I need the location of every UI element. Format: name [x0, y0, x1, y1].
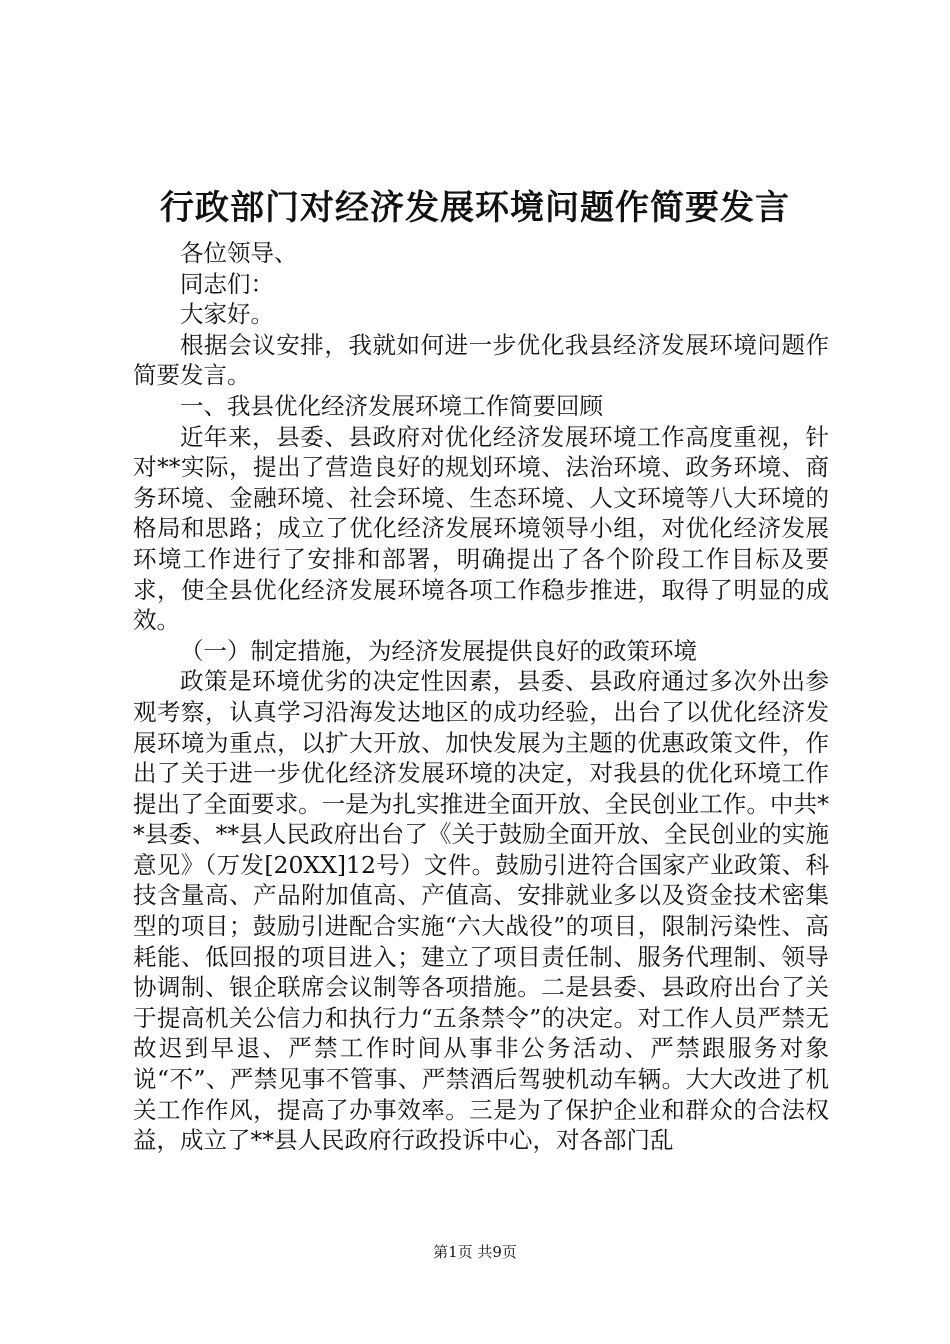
page-footer: 第1页 共9页	[433, 1243, 517, 1261]
section-heading-1: 一、我县优化经济发展环境工作简要回顾	[180, 391, 603, 420]
greeting: 大家好。	[180, 300, 274, 329]
document-title: 行政部门对经济发展环境问题作简要发言	[160, 188, 790, 228]
paragraph-review: 近年来，县委、县政府对优化经济发展环境工作高度重视，针对**实际，提出了营造良好的规划环境、法治环境、政务环境、商务环境、金融环境、社会环境、生态环境、人文环境等八大环境的格局和思路；成立了优化经济发展环境领导小组，对优化经济发展环境工作进行了安排和部署，明确提出了各个阶段工作目标及要求，使全县优化经济发展环境各项工作稳步推进，取得了明显的成效。	[133, 422, 829, 635]
paragraph-policy: 政策是环境优劣的决定性因素，县委、县政府通过多次外出参观考察，认真学习沿海发达地区的成功经验，出台了以优化经济发展环境为重点，以扩大开放、加快发展为主题的优惠政策文件，作出了关于进一步优化经济发展环境的决定，对我县的优化环境工作提出了全面要求。一是为扎实推进全面开放、全民创业工作。中共**县委、**县人民政府出台了《关于鼓励全面开放、全民创业的实施意见》（万发[20XX]12号）文件。鼓励引进符合国家产业政策、科技含量高、产品附加值高、产值高、安排就业多以及资金技术密集型的项目；鼓励引进配合实施“六大战役”的项目，限制污染性、高耗能、低回报的项目进入；建立了项目责任制、服务代理制、领导协调制、银企联席会议制等各项措施。二是县委、县政府出台了关于提高机关公信力和执行力“五条禁令”的决定。对工作人员严禁无故迟到早退、严禁工作时间从事非公务活动、严禁跟服务对象说“不”、严禁见事不管事、严禁酒后驾驶机动车辆。大大改进了机关工作作风，提高了办事效率。三是为了保护企业和群众的合法权益，成立了**县人民政府行政投诉中心，对各部门乱	[133, 667, 829, 1155]
salutation-comrades: 同志们：	[180, 269, 274, 298]
subsection-heading-1: （一）制定措施，为经济发展提供良好的政策环境	[180, 636, 697, 665]
salutation-leaders: 各位领导、	[180, 239, 298, 267]
document-body	[133, 238, 829, 1156]
paragraph-intro: 根据会议安排，我就如何进一步优化我县经济发展环境问题作简要发言。	[133, 330, 829, 390]
